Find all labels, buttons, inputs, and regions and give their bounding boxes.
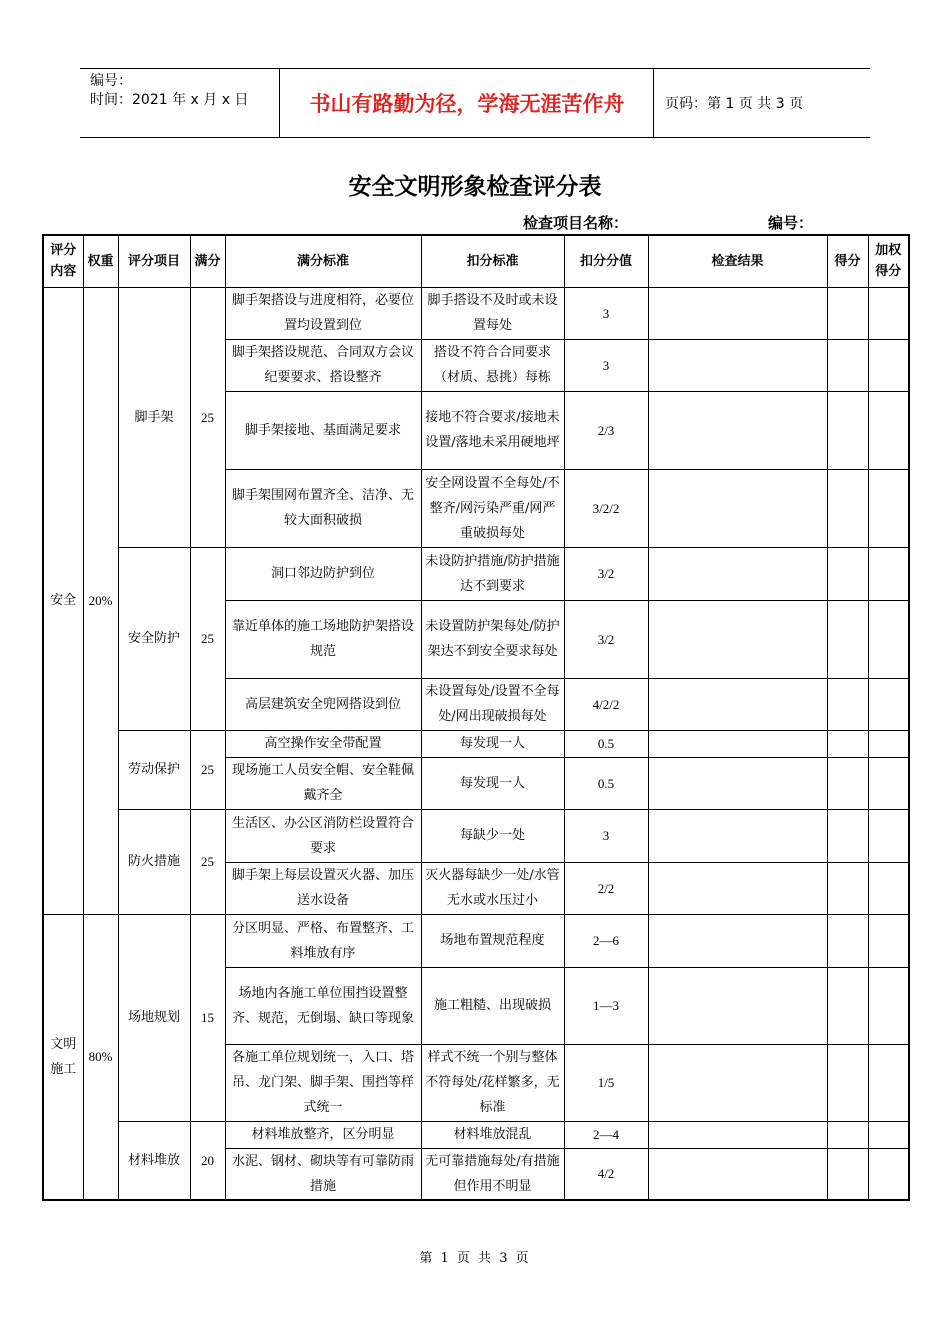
full-standard: 各施工单位规划统一，入口、塔吊、龙门架、脚手架、围挡等样式统一 xyxy=(225,1044,421,1121)
deduct-standard: 每缺少一处 xyxy=(421,809,564,862)
document-header xyxy=(80,68,870,138)
deduct-standard: 未设置每处/设置不全每处/网出现破损每处 xyxy=(421,678,564,730)
deduct-standard: 灭火器每缺少一处/水管无水或水压过小 xyxy=(421,862,564,914)
col-header: 评分内容 xyxy=(43,235,83,287)
full-standard: 高空操作安全带配置 xyxy=(225,730,421,757)
table-row xyxy=(43,809,909,862)
full-standard: 分区明显、严格、布置整齐、工料堆放有序 xyxy=(225,914,421,967)
deduct-value: 0.5 xyxy=(564,757,648,809)
weighted-score-cell[interactable] xyxy=(868,469,909,547)
deduct-value: 4/2/2 xyxy=(564,678,648,730)
time-label: 时间：2021 年 x 月 x 日 xyxy=(90,92,249,108)
full-standard: 脚手架接地、基面满足要求 xyxy=(225,391,421,469)
score-cell[interactable] xyxy=(827,1121,868,1148)
code-label: 编号： xyxy=(90,73,132,89)
deduct-value: 3 xyxy=(564,809,648,862)
full-standard: 靠近单体的施工场地防护架搭设规范 xyxy=(225,600,421,678)
score-cell[interactable] xyxy=(827,469,868,547)
score-cell[interactable] xyxy=(827,1044,868,1121)
score-cell[interactable] xyxy=(827,339,868,391)
deduct-value: 1/5 xyxy=(564,1044,648,1121)
full-standard: 脚手架搭设与进度相符，必要位置均设置到位 xyxy=(225,287,421,339)
score-cell[interactable] xyxy=(827,914,868,967)
deduct-value: 2/2 xyxy=(564,862,648,914)
score-cell[interactable] xyxy=(827,547,868,600)
deduct-standard: 未设置防护架每处/防护架达不到安全要求每处 xyxy=(421,600,564,678)
score-cell[interactable] xyxy=(827,600,868,678)
check-result-cell[interactable] xyxy=(648,287,827,339)
col-header: 评分项目 xyxy=(118,235,190,287)
deduct-standard: 施工粗糙、出现破损 xyxy=(421,967,564,1044)
deduct-value: 2/3 xyxy=(564,391,648,469)
full-standard: 水泥、钢材、砌块等有可靠防雨措施 xyxy=(225,1148,421,1200)
score-cell[interactable] xyxy=(827,809,868,862)
check-result-cell[interactable] xyxy=(648,730,827,757)
col-header: 扣分标准 xyxy=(421,235,564,287)
check-result-cell[interactable] xyxy=(648,469,827,547)
item-full-score: 25 xyxy=(190,287,225,547)
table-row xyxy=(43,287,909,339)
check-result-cell[interactable] xyxy=(648,1121,827,1148)
score-cell[interactable] xyxy=(827,757,868,809)
table-header-row xyxy=(43,235,909,287)
table-row xyxy=(43,1121,909,1148)
weighted-score-cell[interactable] xyxy=(868,339,909,391)
deduct-standard: 每发现一人 xyxy=(421,757,564,809)
weighted-score-cell[interactable] xyxy=(868,1044,909,1121)
weighted-score-cell[interactable] xyxy=(868,967,909,1044)
full-standard: 洞口邻边防护到位 xyxy=(225,547,421,600)
full-standard: 生活区、办公区消防栏设置符合要求 xyxy=(225,809,421,862)
section-weight: 80% xyxy=(83,914,118,1200)
score-cell[interactable] xyxy=(827,967,868,1044)
check-result-cell[interactable] xyxy=(648,1148,827,1200)
col-header: 得分 xyxy=(827,235,868,287)
full-standard: 高层建筑安全兜网搭设到位 xyxy=(225,678,421,730)
item-name: 安全防护 xyxy=(118,547,190,730)
deduct-value: 3 xyxy=(564,287,648,339)
check-result-cell[interactable] xyxy=(648,1044,827,1121)
score-cell[interactable] xyxy=(827,1148,868,1200)
col-header: 加权得分 xyxy=(868,235,909,287)
deduct-value: 2—6 xyxy=(564,914,648,967)
deduct-value: 3 xyxy=(564,339,648,391)
check-result-cell[interactable] xyxy=(648,809,827,862)
weighted-score-cell[interactable] xyxy=(868,730,909,757)
check-result-cell[interactable] xyxy=(648,757,827,809)
item-full-score: 25 xyxy=(190,730,225,809)
deduct-value: 1—3 xyxy=(564,967,648,1044)
full-standard: 脚手架上每层设置灭火器、加压送水设备 xyxy=(225,862,421,914)
col-header: 权重 xyxy=(83,235,118,287)
deduct-standard: 材料堆放混乱 xyxy=(421,1121,564,1148)
weighted-score-cell[interactable] xyxy=(868,600,909,678)
weighted-score-cell[interactable] xyxy=(868,757,909,809)
col-header: 满分 xyxy=(190,235,225,287)
item-full-score: 20 xyxy=(190,1121,225,1200)
section-content: 安全 xyxy=(43,287,83,914)
deduct-standard: 搭设不符合合同要求（材质、悬挑）每栋 xyxy=(421,339,564,391)
deduct-standard: 未设防护措施/防护措施达不到要求 xyxy=(421,547,564,600)
check-result-cell[interactable] xyxy=(648,914,827,967)
item-name: 场地规划 xyxy=(118,914,190,1121)
check-result-cell[interactable] xyxy=(648,391,827,469)
item-full-score: 15 xyxy=(190,914,225,1121)
full-standard: 现场施工人员安全帽、安全鞋佩戴齐全 xyxy=(225,757,421,809)
header-motto: 书山有路勤为径，学海无涯苦作舟 xyxy=(281,69,654,137)
deduct-value: 3/2 xyxy=(564,600,648,678)
weighted-score-cell[interactable] xyxy=(868,809,909,862)
full-standard: 脚手架围网布置齐全、洁净、无较大面积破损 xyxy=(225,469,421,547)
deduct-value: 4/2 xyxy=(564,1148,648,1200)
full-standard: 脚手架搭设规范、合同双方会议纪要要求、搭设整齐 xyxy=(225,339,421,391)
check-result-cell[interactable] xyxy=(648,547,827,600)
score-table xyxy=(42,234,910,1201)
deduct-value: 3/2/2 xyxy=(564,469,648,547)
full-standard: 场地内各施工单位围挡设置整齐、规范，无倒塌、缺口等现象 xyxy=(225,967,421,1044)
project-name-label: 检查项目名称： xyxy=(523,214,629,232)
table-row xyxy=(43,547,909,600)
page-footer: 第 1 页 共 3 页 xyxy=(419,1251,531,1266)
col-header: 扣分分值 xyxy=(564,235,648,287)
check-result-cell[interactable] xyxy=(648,967,827,1044)
weighted-score-cell[interactable] xyxy=(868,914,909,967)
deduct-standard: 每发现一人 xyxy=(421,730,564,757)
item-name: 劳动保护 xyxy=(118,730,190,809)
page-title: 安全文明形象检查评分表 xyxy=(348,174,602,200)
check-result-cell[interactable] xyxy=(648,862,827,914)
item-full-score: 25 xyxy=(190,809,225,914)
deduct-standard: 脚手搭设不及时或未设置每处 xyxy=(421,287,564,339)
section-weight: 20% xyxy=(83,287,118,914)
item-name: 材料堆放 xyxy=(118,1121,190,1200)
deduct-standard: 场地布置规范程度 xyxy=(421,914,564,967)
table-row xyxy=(43,914,909,967)
number-label: 编号： xyxy=(768,214,814,232)
score-cell[interactable] xyxy=(827,730,868,757)
check-result-cell[interactable] xyxy=(648,600,827,678)
table-row xyxy=(43,730,909,757)
deduct-standard: 接地不符合要求/接地未设置/落地未采用硬地坪 xyxy=(421,391,564,469)
check-result-cell[interactable] xyxy=(648,339,827,391)
deduct-standard: 无可靠措施每处/有措施但作用不明显 xyxy=(421,1148,564,1200)
col-header: 检查结果 xyxy=(648,235,827,287)
weighted-score-cell[interactable] xyxy=(868,1121,909,1148)
item-full-score: 25 xyxy=(190,547,225,730)
weighted-score-cell[interactable] xyxy=(868,287,909,339)
item-name: 脚手架 xyxy=(118,287,190,547)
section-content: 文明施工 xyxy=(43,914,83,1200)
header-page-label: 页码：第 1 页 共 3 页 xyxy=(665,96,804,112)
deduct-value: 2—4 xyxy=(564,1121,648,1148)
deduct-standard: 安全网设置不全每处/不整齐/网污染严重/网严重破损每处 xyxy=(421,469,564,547)
check-result-cell[interactable] xyxy=(648,678,827,730)
weighted-score-cell[interactable] xyxy=(868,547,909,600)
col-header: 满分标准 xyxy=(225,235,421,287)
deduct-value: 3/2 xyxy=(564,547,648,600)
score-cell[interactable] xyxy=(827,678,868,730)
score-cell[interactable] xyxy=(827,391,868,469)
weighted-score-cell[interactable] xyxy=(868,678,909,730)
item-name: 防火措施 xyxy=(118,809,190,914)
deduct-standard: 样式不统一个别与整体不符每处/花样繁多，无标准 xyxy=(421,1044,564,1121)
score-cell[interactable] xyxy=(827,862,868,914)
full-standard: 材料堆放整齐，区分明显 xyxy=(225,1121,421,1148)
header-meta xyxy=(80,69,280,137)
weighted-score-cell[interactable] xyxy=(868,391,909,469)
score-cell[interactable] xyxy=(827,287,868,339)
weighted-score-cell[interactable] xyxy=(868,862,909,914)
weighted-score-cell[interactable] xyxy=(868,1148,909,1200)
deduct-value: 0.5 xyxy=(564,730,648,757)
